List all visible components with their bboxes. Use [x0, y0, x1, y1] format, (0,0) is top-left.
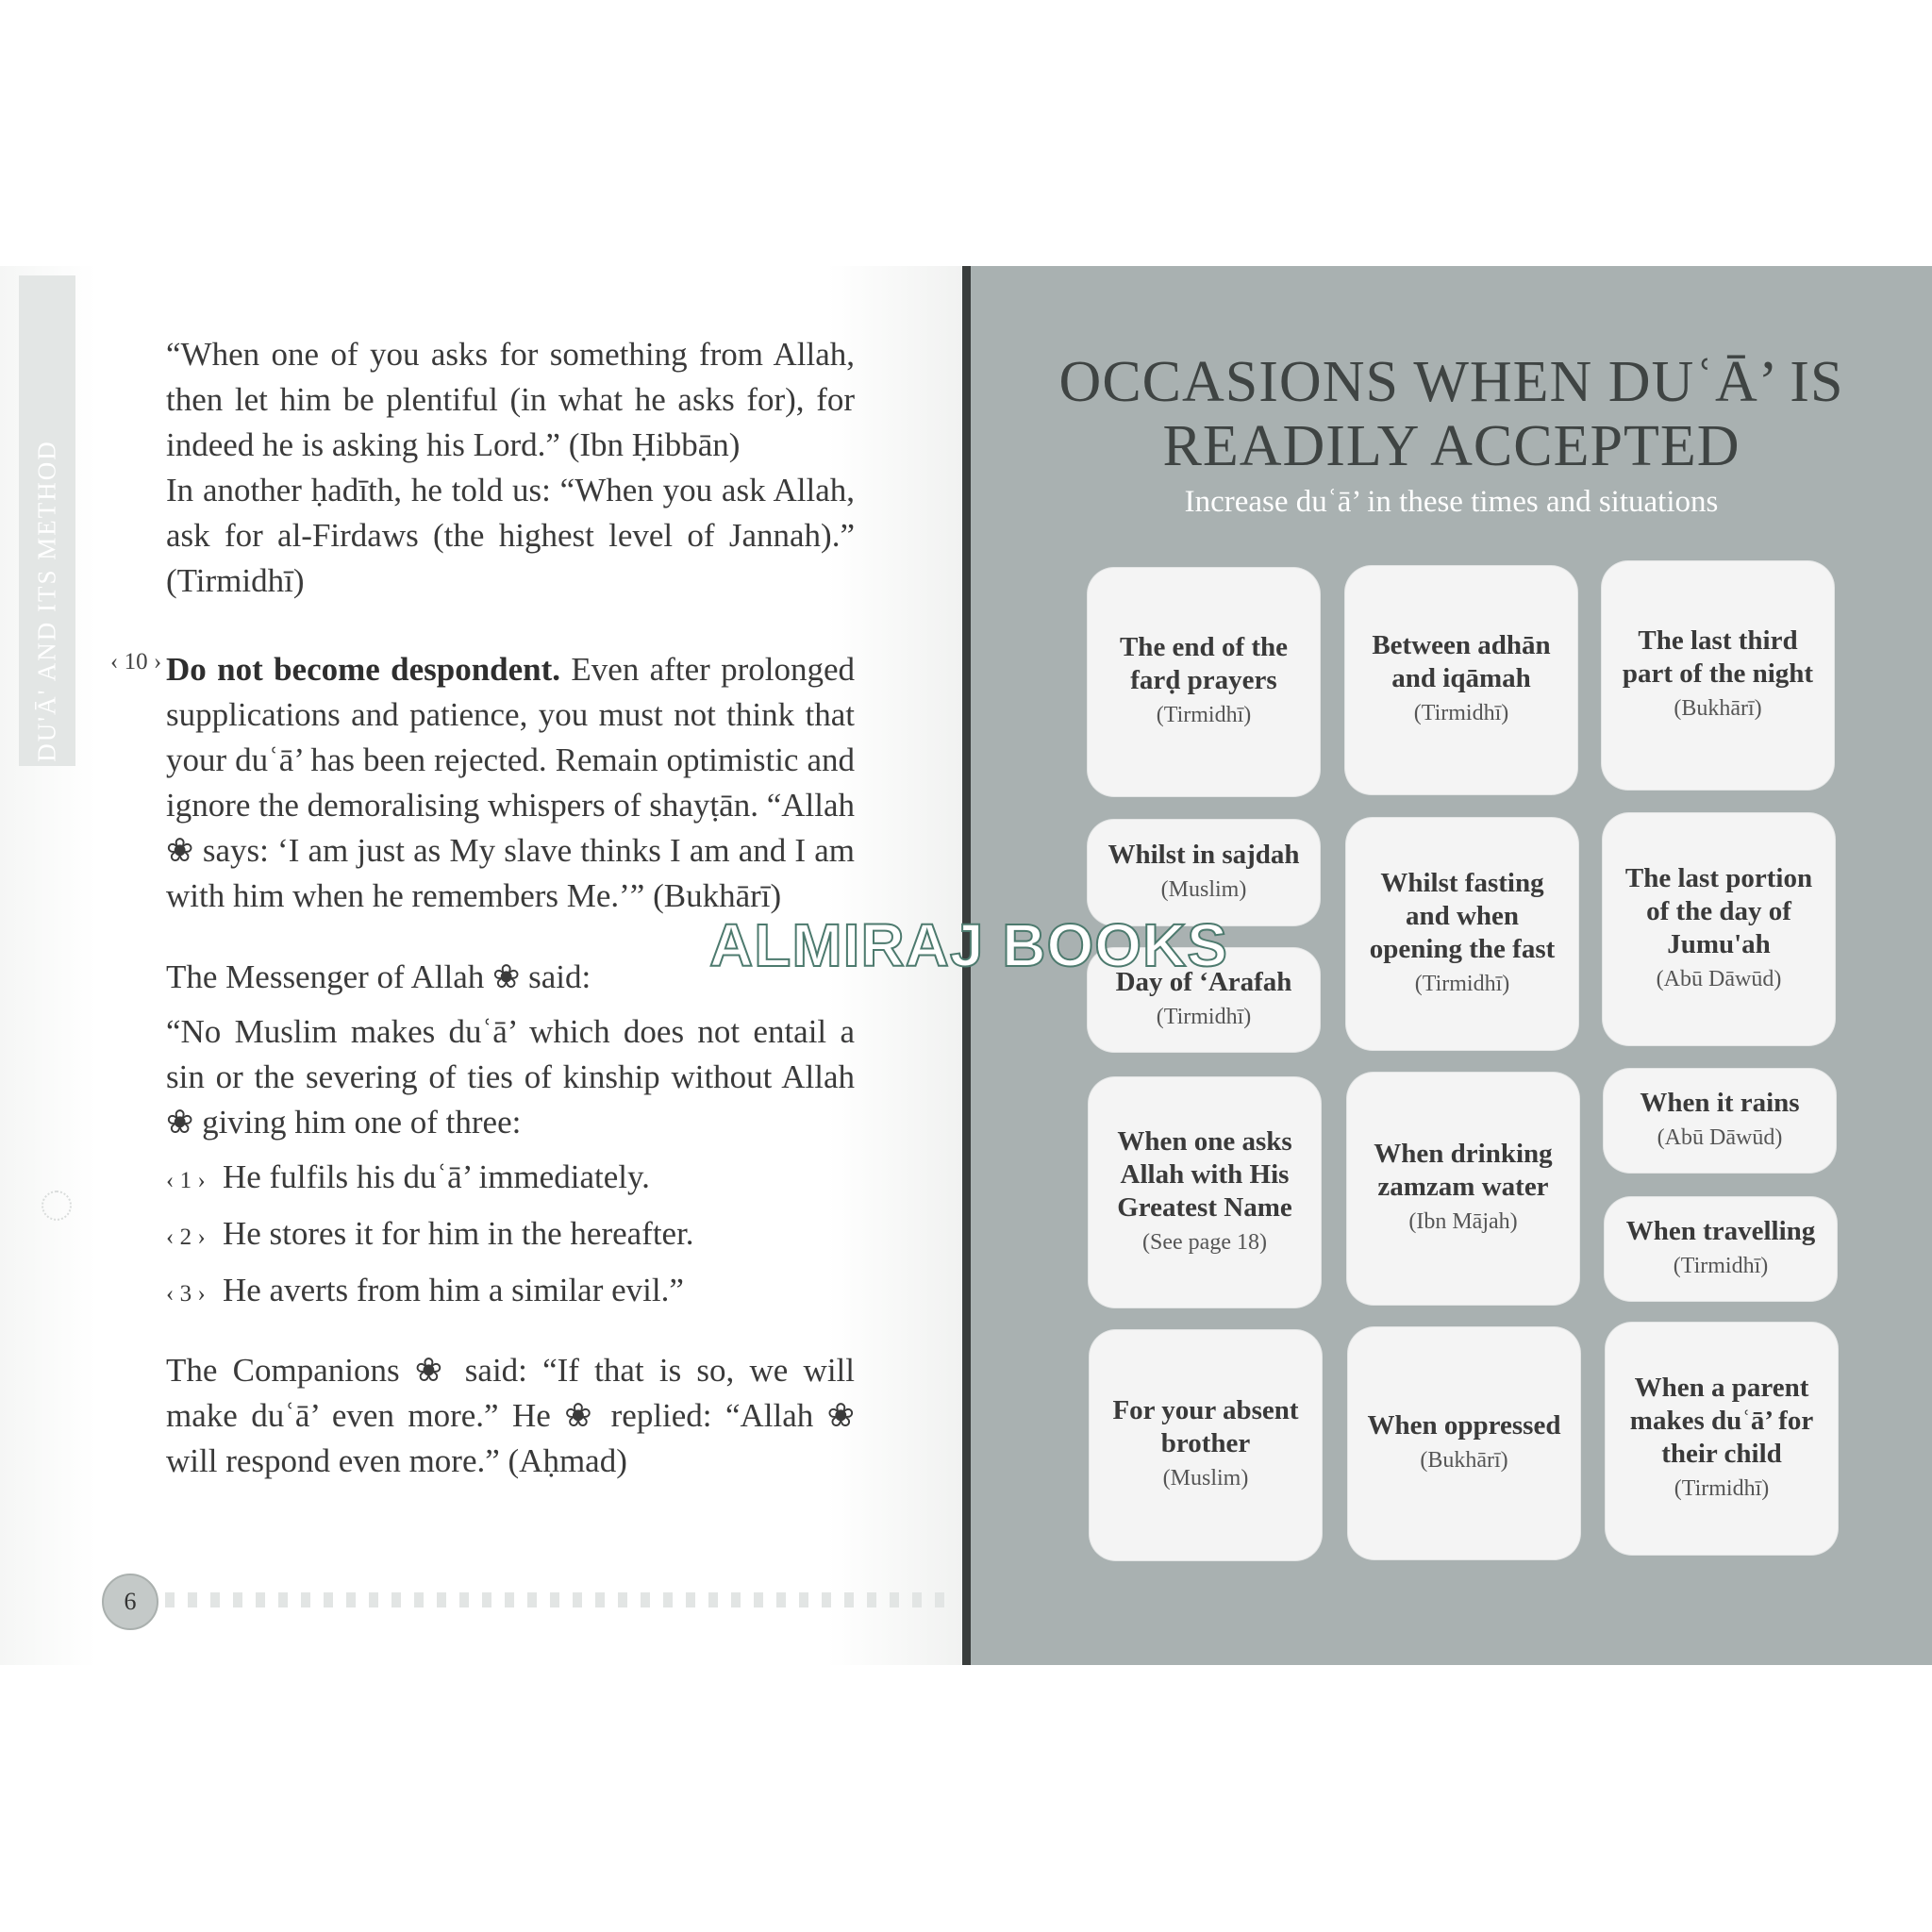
- occasion-source: (Tirmidhī): [1414, 971, 1510, 996]
- title-line-2: READILY ACCEPTED: [1162, 414, 1740, 478]
- occasion-title: When travelling: [1625, 1215, 1816, 1246]
- occasion-card-last-third: [1602, 561, 1834, 790]
- occasion-title: When a parent makes duʿā’ for their child: [1629, 1372, 1814, 1469]
- list-text: He averts from him a similar evil.”: [223, 1272, 684, 1308]
- point-10-number: ‹ 10 ›: [110, 649, 162, 675]
- list-item: [166, 1211, 855, 1268]
- messenger-intro: The Messenger of Allah ❀ said:: [166, 958, 591, 995]
- occasion-card-fard-prayers: [1088, 568, 1320, 796]
- margin-ornament-icon: [42, 1191, 72, 1221]
- book-spread: [0, 266, 1932, 1665]
- occasion-title: The last portion of the day of Jumu'ah: [1624, 862, 1813, 959]
- list-text: He stores it for him in the hereafter.: [223, 1215, 694, 1252]
- occasion-source: (Tirmidhī): [1156, 1004, 1252, 1029]
- paragraph-2: In another ḥadīth, he told us: “When you ask Allah, ask for al-Firdaws (the highest level of Jannah).” (Tirmidhī): [166, 472, 855, 599]
- occasion-title: When oppressed: [1367, 1409, 1561, 1441]
- point-10: [166, 647, 855, 919]
- occasion-source: (See page 18): [1142, 1229, 1267, 1255]
- occasion-title: When one asks Allah with His Greatest Name: [1117, 1125, 1292, 1223]
- subtitle: Increase duʿā’ in these times and situations: [1184, 485, 1719, 519]
- occasion-card-oppressed: [1348, 1327, 1580, 1559]
- occasion-title: Whilst fasting and when opening the fast: [1369, 867, 1556, 964]
- occasion-card-travelling: [1605, 1197, 1837, 1301]
- occasion-card-zamzam: [1347, 1073, 1579, 1305]
- quote-intro: “No Muslim makes duʿā’ which does not entail a sin or the severing of ties of kinship without Allah ❀ giving him one of three:: [166, 1013, 855, 1141]
- occasion-source: (Muslim): [1160, 876, 1247, 902]
- occasion-title: The end of the farḍ prayers: [1119, 632, 1289, 695]
- occasion-card-jumuah: [1603, 813, 1835, 1045]
- occasion-source: (Tirmidhī): [1156, 703, 1252, 727]
- list-number: ‹ 3 ›: [166, 1281, 206, 1307]
- list-item: [166, 1268, 855, 1324]
- list-number: ‹ 2 ›: [166, 1224, 206, 1250]
- occasion-title: Between adhān and iqāmah: [1372, 630, 1551, 693]
- list-item: [166, 1155, 855, 1211]
- running-head: DU'Ā' AND ITS METHOD: [32, 440, 61, 762]
- occasion-title: For your absent brother: [1112, 1395, 1299, 1458]
- left-body-text: [166, 332, 855, 1484]
- occasion-card-absent-brother: [1090, 1330, 1322, 1560]
- paragraph-1: “When one of you asks for something from Allah, then let him be plentiful (in what he asks for), for indeed he is asking his Lord.” (Ibn Ḥibbān): [166, 336, 855, 463]
- occasion-title: The last third part of the night: [1622, 625, 1814, 689]
- companions-paragraph: The Companions ❀ said: “If that is so, we will make duʿā’ even more.” He ❀ replied: “Allah ❀ will respond even more.” (Aḥmad): [166, 1352, 855, 1479]
- occasion-source: (Bukhārī): [1674, 696, 1762, 721]
- occasion-title: Day of ‘Arafah: [1115, 966, 1292, 997]
- occasion-source: (Ibn Mājah): [1408, 1209, 1518, 1234]
- occasion-card-greatest-name: [1089, 1077, 1321, 1307]
- title-line-1: OCCASIONS WHEN DUʿĀ’ IS: [1058, 350, 1844, 414]
- occasion-source: (Tirmidhī): [1674, 1475, 1770, 1501]
- occasion-source: (Tirmidhī): [1413, 701, 1509, 725]
- occasion-card-fasting: [1346, 818, 1578, 1050]
- list-number: ‹ 1 ›: [166, 1168, 206, 1193]
- page-number: 6: [102, 1574, 158, 1630]
- list-text: He fulfils his duʿā’ immediately.: [223, 1158, 650, 1195]
- occasion-card-parent: [1606, 1323, 1838, 1555]
- occasion-source: (Muslim): [1162, 1466, 1249, 1491]
- occasion-card-rain: [1604, 1069, 1836, 1173]
- point-10-heading: Do not become despondent.: [166, 651, 561, 688]
- watermark: ALMIRAJ BOOKS: [709, 911, 1228, 979]
- occasion-source: (Tirmidhī): [1673, 1253, 1769, 1278]
- occasion-title: When drinking zamzam water: [1374, 1139, 1553, 1202]
- occasion-source: (Abū Dāwūd): [1656, 966, 1782, 991]
- occasion-source: (Bukhārī): [1420, 1447, 1508, 1473]
- occasion-source: (Abū Dāwūd): [1657, 1124, 1783, 1150]
- occasion-card-adhan-iqamah: [1345, 566, 1577, 794]
- occasion-title: Whilst in sajdah: [1108, 839, 1300, 870]
- footer-ornament: [165, 1592, 958, 1607]
- occasion-title: When it rains: [1640, 1087, 1800, 1118]
- point-10-body: Even after prolonged supplications and patience, you must not think that your duʿā’ has been rejected. Remain optimistic and ignore the demoralising whispers of shayṭān. “Allah ❀ says: ‘I am just as My slave thinks I am and I am with him when he remembers Me.’” (Bukhārī): [166, 651, 856, 914]
